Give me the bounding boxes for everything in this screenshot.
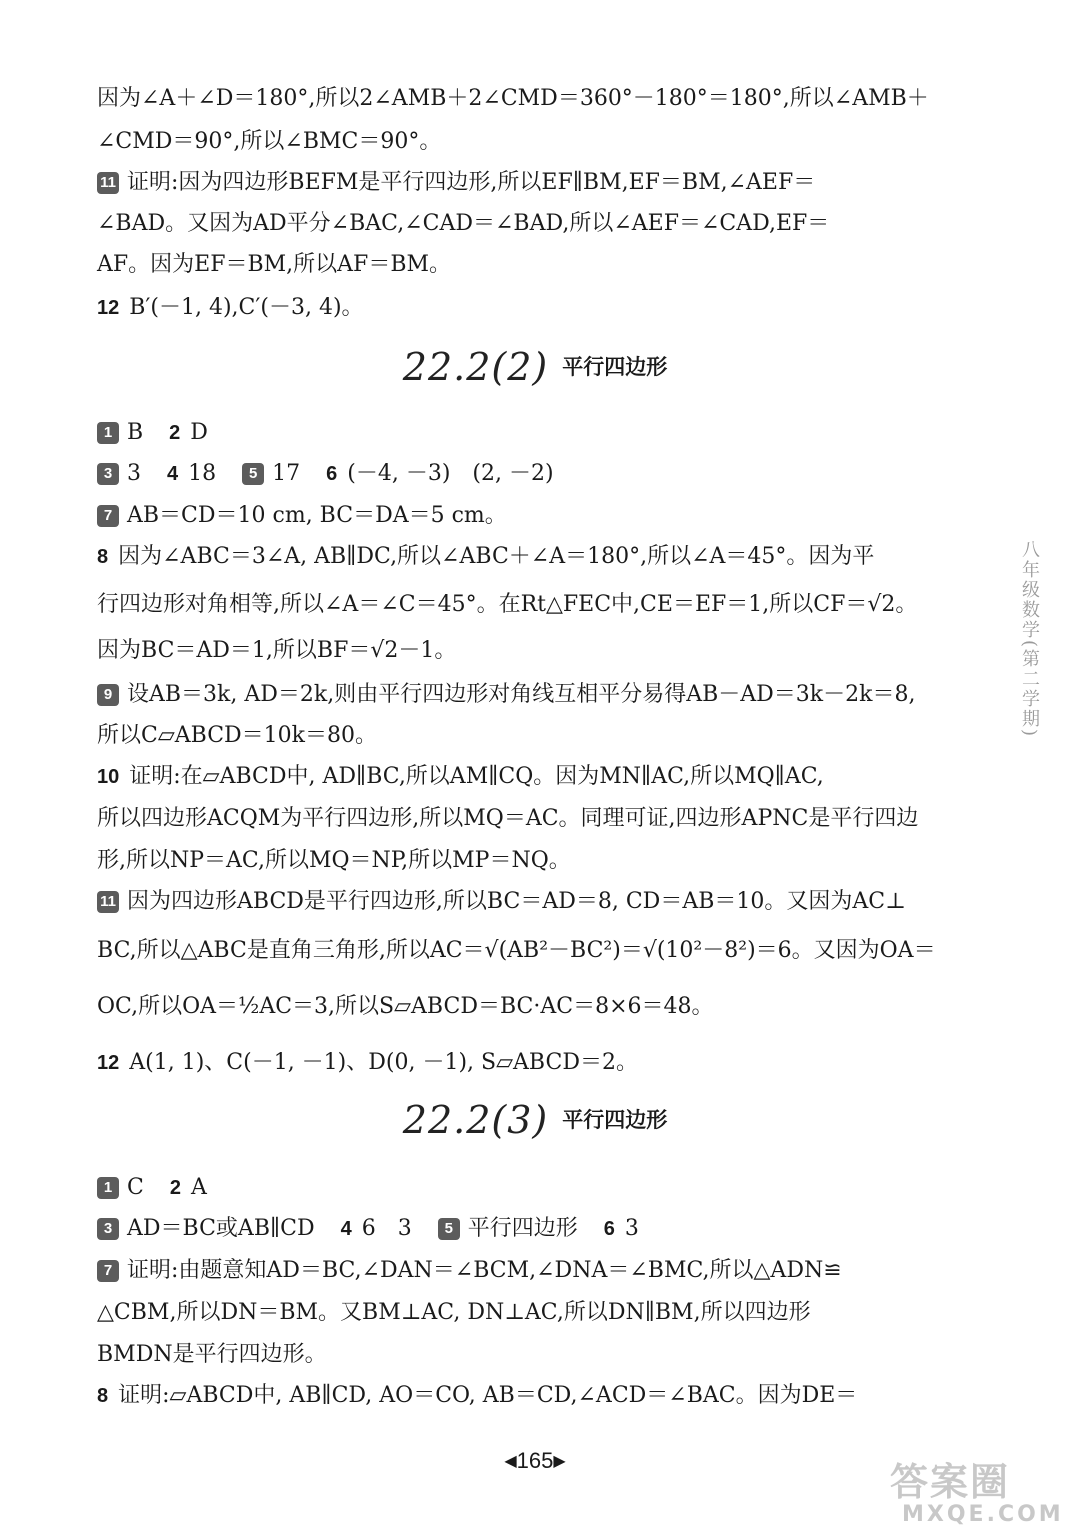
text-line: 所以四边形ACQM为平行四边形,所以MQ＝AC。同理可证,四边形APNC是平行四边 [97, 806, 919, 831]
answer-7 [97, 1256, 977, 1286]
answer-text: 证明:▱ABCD中, AB∥CD, AO＝CO, AB＝CD,∠ACD＝∠BAC。因为DE＝ [118, 1383, 858, 1408]
question-badge: 5 [438, 1218, 460, 1240]
question-number: 10 [97, 766, 120, 788]
answer-text: 3 [624, 1216, 639, 1241]
section-title: 平行四边形 [562, 355, 668, 379]
text-line: 所以C▱ABCD＝10k＝80。 [97, 723, 378, 748]
answer-text: (－4, －3) (2, －2) [347, 461, 554, 486]
answer-text: B′(－1, 4),C′(－3, 4)。 [129, 295, 364, 320]
question-number: 4 [340, 1218, 352, 1240]
section-heading-22-2-3 [0, 1098, 1070, 1142]
answer-text: 因为四边形ABCD是平行四边形,所以BC＝AD＝8, CD＝AB＝10。又因为AC⊥ [127, 889, 906, 914]
page-number-text: 165 [516, 1448, 554, 1473]
answer-text: 6 3 [361, 1216, 412, 1241]
question-11-line [97, 168, 977, 198]
answer-8 [97, 1381, 977, 1411]
question-number: 12 [97, 1052, 120, 1074]
answer-text: 17 [272, 461, 301, 486]
question-badge: 5 [242, 463, 264, 485]
watermark-logo: 答案圈 [890, 1460, 1011, 1504]
text-line: ∠CMD＝90°,所以∠BMC＝90°。 [97, 129, 442, 154]
answer-10 [97, 762, 977, 792]
answer-text: 证明:在▱ABCD中, AD∥BC,所以AM∥CQ。因为MN∥AC,所以MQ∥AC, [129, 764, 824, 789]
question-number: 2 [169, 422, 181, 444]
answer-text: 证明:因为四边形BEFM是平行四边形,所以EF∥BM,EF＝BM,∠AEF＝ [127, 170, 816, 195]
answer-11 [97, 887, 977, 917]
side-book-title: 八年级数学(第二学期) [1019, 540, 1040, 739]
answer-8 [97, 542, 977, 572]
text-line: BC,所以△ABC是直角三角形,所以AC＝√(AB²－BC²)＝√(10²－8²)＝6。又因为OA＝ [97, 938, 936, 963]
text-line: ∠BAD。又因为AD平分∠BAC,∠CAD＝∠BAD,所以∠AEF＝∠CAD,EF＝ [97, 211, 830, 236]
question-badge: 3 [97, 1218, 119, 1240]
answer-text: 因为∠ABC＝3∠A, AB∥DC,所以∠ABC＋∠A＝180°,所以∠A＝45°。因为平 [118, 544, 875, 569]
answers-3-6 [97, 459, 977, 489]
text-line: △CBM,所以DN＝BM。又BM⊥AC, DN⊥AC,所以DN∥BM,所以四边形 [97, 1300, 811, 1325]
question-badge: 9 [97, 684, 119, 706]
question-number: 8 [97, 1385, 109, 1407]
right-triangle-icon: ▶ [553, 1453, 566, 1470]
answer-9 [97, 680, 977, 710]
section-number: 22.2(2) [402, 345, 549, 389]
section-heading-22-2-2 [0, 345, 1070, 389]
left-triangle-icon: ◀ [504, 1453, 517, 1470]
question-badge: 7 [97, 505, 119, 527]
question-number: 2 [169, 1177, 181, 1199]
answer-text: 证明:由题意知AD＝BC,∠DAN＝∠BCM,∠DNA＝∠BMC,所以△ADN≌ [127, 1258, 842, 1283]
text-line: 因为BC＝AD＝1,所以BF＝√2－1。 [97, 638, 457, 663]
question-badge: 1 [97, 1177, 119, 1199]
section-number: 22.2(3) [402, 1098, 549, 1142]
answer-text: A [190, 1175, 207, 1200]
answers-1-2 [97, 418, 977, 448]
answer-text: AB＝CD＝10 cm, BC＝DA＝5 cm。 [127, 503, 507, 528]
question-badge: 1 [97, 422, 119, 444]
answer-text: 18 [188, 461, 217, 486]
text-line: 形,所以NP＝AC,所以MQ＝NP,所以MP＝NQ。 [97, 848, 571, 873]
text-line: AF。因为EF＝BM,所以AF＝BM。 [97, 252, 452, 277]
answer-text: 设AB＝3k, AD＝2k,则由平行四边形对角线互相平分易得AB－AD＝3k－2k＝8, [127, 682, 916, 707]
answer-text: 平行四边形 [467, 1216, 578, 1241]
answer-text: D [190, 420, 208, 445]
question-badge: 11 [97, 172, 119, 194]
answers-3-6 [97, 1214, 977, 1244]
question-badge: 3 [97, 463, 119, 485]
question-number: 12 [97, 297, 120, 319]
question-badge: 7 [97, 1260, 119, 1282]
text-line: OC,所以OA＝½AC＝3,所以S▱ABCD＝BC·AC＝8×6＝48。 [97, 994, 714, 1019]
answer-text: 3 [127, 461, 141, 486]
watermark [890, 1460, 1064, 1532]
question-number: 6 [326, 463, 338, 485]
answer-text: C [127, 1175, 144, 1200]
question-badge: 11 [97, 891, 119, 913]
question-number: 8 [97, 546, 109, 568]
text-line: 因为∠A＋∠D＝180°,所以2∠AMB＋2∠CMD＝360°－180°＝180°,所以∠AMB＋ [97, 86, 929, 111]
watermark-site: MXQE.COM [902, 1502, 1064, 1527]
section-title: 平行四边形 [562, 1108, 668, 1132]
question-number: 4 [167, 463, 179, 485]
text-line: 行四边形对角相等,所以∠A＝∠C＝45°。在Rt△FEC中,CE＝EF＝1,所以CF＝√2。 [97, 592, 918, 617]
answer-text: A(1, 1)、C(－1, －1)、D(0, －1), S▱ABCD＝2。 [129, 1050, 638, 1075]
question-number: 6 [603, 1218, 615, 1240]
answer-7 [97, 501, 977, 531]
answers-1-2 [97, 1173, 977, 1203]
answer-text: B [127, 420, 144, 445]
text-line: BMDN是平行四边形。 [97, 1342, 327, 1367]
answer-12 [97, 1048, 977, 1078]
question-12-line [97, 293, 977, 323]
answer-text: AD＝BC或AB∥CD [127, 1216, 315, 1241]
